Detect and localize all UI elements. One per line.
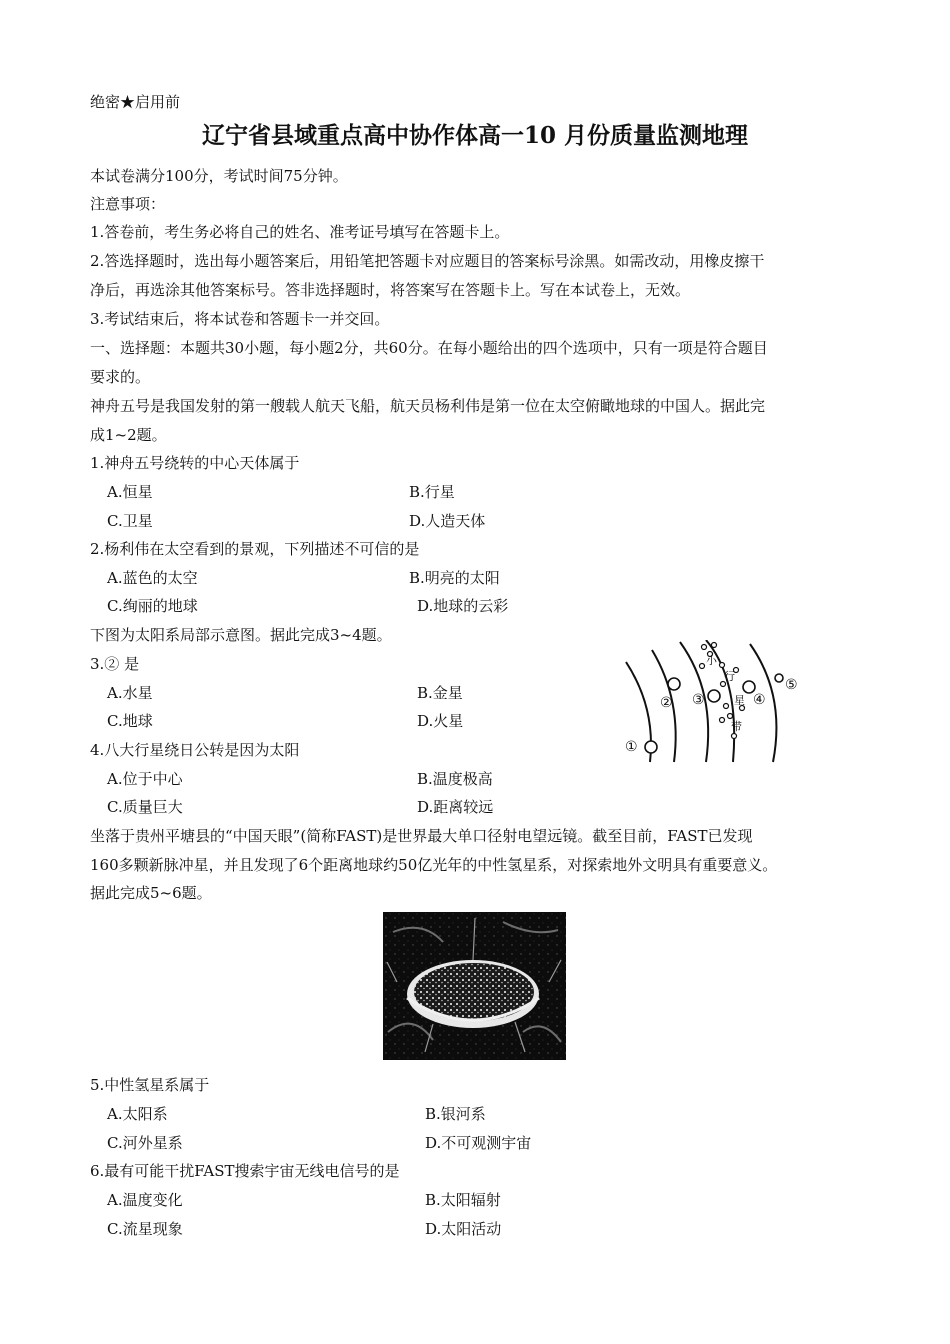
note-2-line-1: 2.答选择题时，选出每小题答案后，用铅笔把答题卡对应题目的答案标号涂黑。如需改动，用橡皮擦干 xyxy=(90,252,765,270)
note-1: 1.答卷前，考生务必将自己的姓名、准考证号填写在答题卡上。 xyxy=(90,223,510,241)
label-5: ⑤ xyxy=(785,677,798,693)
q6-option-a: A.温度变化 xyxy=(107,1191,183,1209)
q6-option-c: C.流星现象 xyxy=(107,1220,183,1238)
q6-option-b: B.太阳辐射 xyxy=(425,1191,501,1209)
q1-option-c: C.卫星 xyxy=(107,512,153,530)
q3-option-d: D.火星 xyxy=(417,712,464,730)
q6-option-d: D.太阳活动 xyxy=(425,1220,502,1238)
q3-option-a: A.水星 xyxy=(107,684,153,702)
section-heading-line-1: 一、选择题：本题共30小题，每小题2分，共60分。在每小题给出的四个选项中，只有一项是符合题目 xyxy=(90,339,768,357)
question-3: 3.② 是 xyxy=(90,655,140,673)
planet-2 xyxy=(668,678,680,690)
question-2: 2.杨利伟在太空看到的景观，下列描述不可信的是 xyxy=(90,540,420,558)
question-4: 4.八大行星绕日公转是因为太阳 xyxy=(90,741,300,759)
q2-option-d: D.地球的云彩 xyxy=(417,597,509,615)
q4-option-d: D.距离较远 xyxy=(417,798,494,816)
question-6: 6.最有可能干扰FAST搜索宇宙无线电信号的是 xyxy=(90,1162,400,1180)
notes-title: 注意事项： xyxy=(90,195,166,213)
q4-option-a: A.位于中心 xyxy=(107,770,183,788)
label-3: ③ xyxy=(692,692,705,708)
question-1: 1.神舟五号绕转的中心天体属于 xyxy=(90,454,300,472)
q5-option-c: C.河外星系 xyxy=(107,1134,183,1152)
group1-stem-line-2: 成1~2题。 xyxy=(90,426,167,444)
score-time-line: 本试卷满分100分，考试时间75分钟。 xyxy=(90,167,348,185)
group3-stem-line-1: 坐落于贵州平塘县的“中国天眼”(简称FAST)是世界最大单口径射电望远镜。截至目前，FAST已发现 xyxy=(90,827,753,845)
q3-option-b: B.金星 xyxy=(417,684,463,702)
question-5: 5.中性氢星系属于 xyxy=(90,1076,210,1094)
section-heading-line-2: 要求的。 xyxy=(90,368,151,386)
note-3: 3.考试结束后，将本试卷和答题卡一并交回。 xyxy=(90,310,390,328)
planet-1 xyxy=(645,741,657,753)
group3-stem-line-2: 160多颗新脉冲星，并且发现了6个距离地球约50亿光年的中性氢星系，对探索地外文明具有重要意义。 xyxy=(90,856,778,874)
planet-3 xyxy=(708,690,720,702)
q1-option-a: A.恒星 xyxy=(107,483,153,501)
group2-stem: 下图为太阳系局部示意图。据此完成3~4题。 xyxy=(90,626,392,644)
asteroid-belt-char-1: 小 xyxy=(706,654,717,667)
q5-option-a: A.太阳系 xyxy=(107,1105,168,1123)
fast-telescope-photo xyxy=(383,912,566,1060)
q5-option-d: D.不可观测宇宙 xyxy=(425,1134,532,1152)
q2-option-a: A.蓝色的太空 xyxy=(107,569,198,587)
note-2-line-2: 净后，再选涂其他答案标号。答非选择题时，将答案写在答题卡上。写在本试卷上，无效。 xyxy=(90,281,691,299)
planet-5 xyxy=(775,674,783,682)
q1-option-b: B.行星 xyxy=(409,483,455,501)
label-4: ④ xyxy=(753,692,766,708)
label-2: ② xyxy=(660,695,673,711)
q1-option-d: D.人造天体 xyxy=(409,512,486,530)
asteroid-belt-char-4: 带 xyxy=(731,720,742,733)
asteroid-belt-char-3: 星 xyxy=(734,694,745,707)
label-1: ① xyxy=(625,739,638,755)
q3-option-c: C.地球 xyxy=(107,712,153,730)
group1-stem-line-1: 神舟五号是我国发射的第一艘载人航天飞船，航天员杨利伟是第一位在太空俯瞰地球的中国人。据此完 xyxy=(90,397,766,415)
q5-option-b: B.银河系 xyxy=(425,1105,486,1123)
secret-mark: 绝密★启用前 xyxy=(90,93,181,111)
group3-stem-line-3: 据此完成5~6题。 xyxy=(90,884,212,902)
q2-option-c: C.绚丽的地球 xyxy=(107,597,198,615)
page-title: 辽宁省县域重点高中协作体高一10 月份质量监测地理 xyxy=(201,122,748,149)
solar-system-diagram xyxy=(618,640,808,765)
asteroid-belt-char-2: 行 xyxy=(724,670,735,683)
q4-option-b: B.温度极高 xyxy=(417,770,493,788)
q4-option-c: C.质量巨大 xyxy=(107,798,183,816)
q2-option-b: B.明亮的太阳 xyxy=(409,569,500,587)
